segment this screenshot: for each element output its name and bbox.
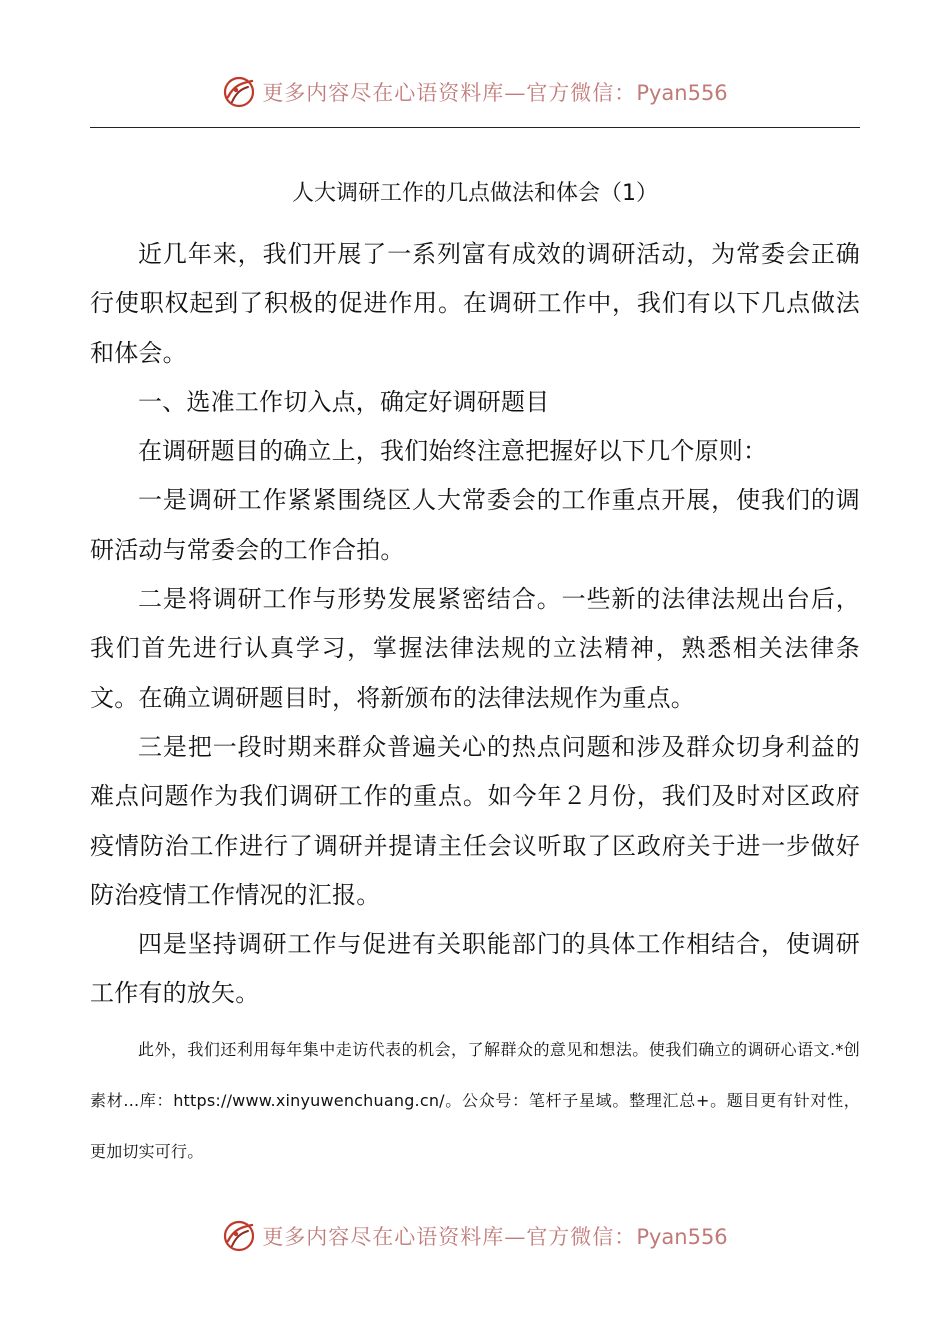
paragraph-principle-3: 三是把一段时期来群众普遍关心的热点问题和涉及群众切身利益的难点问题作为我们调研工作的重点。如今年２月份，我们及时对区政府疫情防治工作进行了调研并提请主任会议听取了区政府关于进一步做好防治疫情工作情况的汇报。 — [90, 732, 860, 909]
section-heading-1: 一、选准工作切入点，确定好调研题目 — [138, 387, 550, 416]
paragraph-note: 此外，我们还利用每年集中走访代表的机会，了解群众的意见和想法。使我们确立的调研心语文.*创素材...库：https://www.xinyuwenchuang.cn/。公众号：笔杆子星域。整理汇总+。题目更有针对性，更加切实可行。 — [90, 1040, 860, 1161]
brand-logo-icon — [222, 1219, 256, 1253]
banner-brand: 更多内容尽在心语资料库 — [262, 1225, 505, 1249]
header-divider — [90, 127, 860, 128]
header-banner — [0, 70, 950, 114]
banner-wechat-id: Pyan556 — [636, 81, 728, 105]
document-body — [90, 230, 860, 1019]
banner-wechat-id: Pyan556 — [636, 1225, 728, 1249]
banner-separator: — — [504, 1225, 527, 1249]
banner-wechat-label: 官方微信： — [526, 81, 637, 105]
brand-logo-icon — [222, 75, 256, 109]
banner-separator: — — [504, 81, 527, 105]
paragraph-principles: 在调研题目的确立上，我们始终注意把握好以下几个原则： — [138, 437, 768, 466]
document-title: 人大调研工作的几点做法和体会（1） — [292, 181, 658, 206]
paragraph-principle-4: 四是坚持调研工作与促进有关职能部门的具体工作相结合，使调研工作有的放矢。 — [90, 930, 860, 1008]
paragraph-intro: 近几年来，我们开展了一系列富有成效的调研活动，为常委会正确行使职权起到了积极的促进作用。在调研工作中，我们有以下几点做法和体会。 — [90, 240, 860, 367]
banner-brand: 更多内容尽在心语资料库 — [262, 81, 505, 105]
footer-banner — [0, 1214, 950, 1258]
banner-wechat-label: 官方微信： — [526, 1225, 637, 1249]
paragraph-principle-1: 一是调研工作紧紧围绕区人大常委会的工作重点开展，使我们的调研活动与常委会的工作合拍。 — [90, 486, 860, 564]
paragraph-principle-2: 二是将调研工作与形势发展紧密结合。一些新的法律法规出台后，我们首先进行认真学习，掌握法律法规的立法精神，熟悉相关法律条文。在确立调研题目时，将新颁布的法律法规作为重点。 — [90, 585, 860, 712]
